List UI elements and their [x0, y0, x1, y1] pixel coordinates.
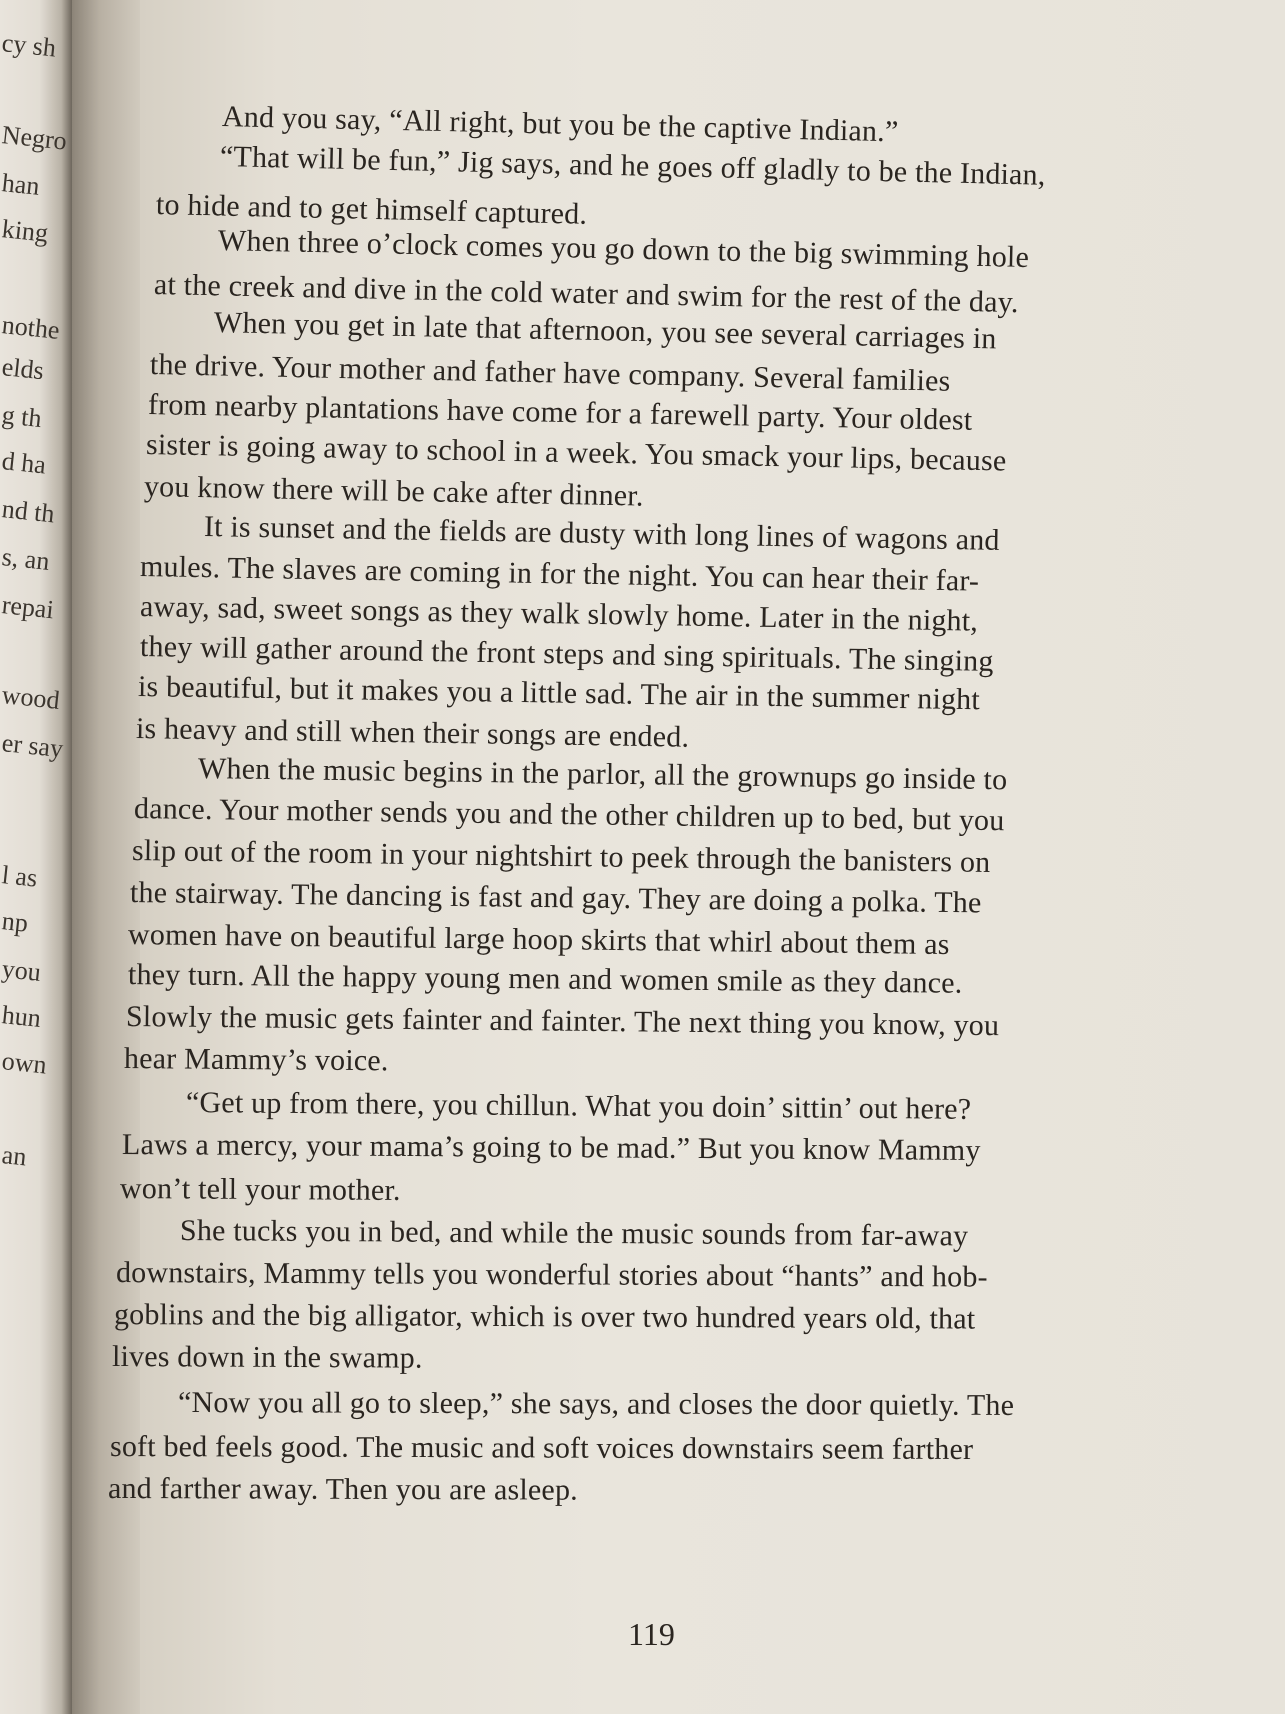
text-line: When the music begins in the parlor, all the grownups go inside to [197, 752, 1008, 797]
facing-page [0, 0, 72, 1714]
facing-page-fragment: elds [0, 352, 46, 386]
text-line: to hide and to get himself captured. [155, 188, 588, 231]
text-line: you know there will be cake after dinner. [143, 470, 644, 513]
book-page [107, 0, 1285, 1714]
facing-page-fragment: d ha [0, 446, 48, 480]
text-line: the drive. Your mother and father have company. Several families [149, 348, 951, 398]
text-line: “Now you all go to sleep,” she says, and closes the door quietly. The [177, 1386, 1015, 1422]
text-line: they will gather around the front steps and sing spirituals. The singing [139, 630, 994, 678]
text-line: slip out of the room in your nightshirt to peek through the banisters on [131, 834, 991, 879]
facing-page-fragment: you [0, 954, 43, 987]
text-line: from nearby plantations have come for a farewell party. Your oldest [147, 388, 973, 437]
facing-page-fragment: own [0, 1046, 49, 1080]
text-line: at the creek and dive in the cold water and swim for the rest of the day. [153, 268, 1020, 320]
text-line: hear Mammy’s voice. [123, 1042, 389, 1078]
text-line: When three o’clock comes you go down to the big swimming hole [217, 224, 1030, 274]
facing-page-fragment: hun [0, 1000, 43, 1033]
text-line: away, sad, sweet songs as they walk slowly home. Later in the night, [139, 590, 979, 638]
text-line: sister is going away to school in a week. You smack your lips, because [145, 428, 1007, 478]
text-line: won’t tell your mother. [119, 1172, 401, 1207]
facing-page-fragment: an [0, 1140, 28, 1172]
facing-page-fragment: wood [0, 680, 62, 715]
text-line: And you say, “All right, but you be the captive Indian.” [221, 100, 899, 149]
facing-page-fragment: nothe [0, 310, 62, 345]
facing-page-fragment: repai [0, 590, 56, 625]
text-line: She tucks you in bed, and while the music sounds from far-away [179, 1214, 969, 1253]
facing-page-fragment: cy sh [0, 28, 58, 63]
facing-page-fragment: g th [0, 400, 44, 434]
text-line: soft bed feels good. The music and soft voices downstairs seem farther [109, 1430, 974, 1467]
facing-page-fragment: np [0, 906, 30, 938]
text-line: Laws a mercy, your mama’s going to be mad.” But you know Mammy [121, 1128, 981, 1167]
page-text [107, 0, 1285, 1714]
facing-page-fragment: Negro [0, 120, 69, 156]
text-line: is beautiful, but it makes you a little sad. The air in the summer night [137, 670, 981, 717]
text-line: Slowly the music gets fainter and fainter. The next thing you know, you [125, 1000, 1000, 1043]
text-line: goblins and the big alligator, which is over two hundred years old, that [113, 1298, 976, 1336]
text-line: women have on beautiful large hoop skirts that whirl about them as [127, 918, 950, 962]
text-line: downstairs, Mammy tells you wonderful stories about “hants” and hob- [115, 1256, 988, 1294]
text-line: the stairway. The dancing is fast and gay. They are doing a polka. The [129, 876, 982, 920]
text-line: “Get up from there, you chillun. What you doin’ sittin’ out here? [185, 1086, 972, 1126]
text-line: When you get in late that afternoon, you see several carriages in [213, 306, 997, 356]
facing-page-fragment: han [0, 168, 41, 201]
page-number: 119 [628, 1616, 675, 1652]
facing-page-fragment: er say [0, 728, 65, 764]
text-line: It is sunset and the fields are dusty with long lines of wagons and [203, 510, 1000, 557]
facing-page-fragment: king [0, 214, 50, 248]
text-line: lives down in the swamp. [111, 1340, 423, 1375]
facing-page-fragment: nd th [0, 494, 57, 529]
text-line: and farther away. Then you are asleep. [107, 1472, 578, 1507]
text-line: mules. The slaves are coming in for the night. You can hear their far- [139, 550, 980, 598]
facing-page-fragment: s, an [0, 542, 51, 576]
text-line: dance. Your mother sends you and the other children up to bed, but you [133, 792, 1005, 838]
text-line: “That will be fun,” Jig says, and he goes off gladly to be the Indian, [219, 140, 1046, 192]
text-line: they turn. All the happy young men and women smile as they dance. [127, 958, 963, 1000]
text-line: is heavy and still when their songs are ended. [135, 712, 690, 754]
facing-page-fragment: l as [0, 860, 39, 893]
